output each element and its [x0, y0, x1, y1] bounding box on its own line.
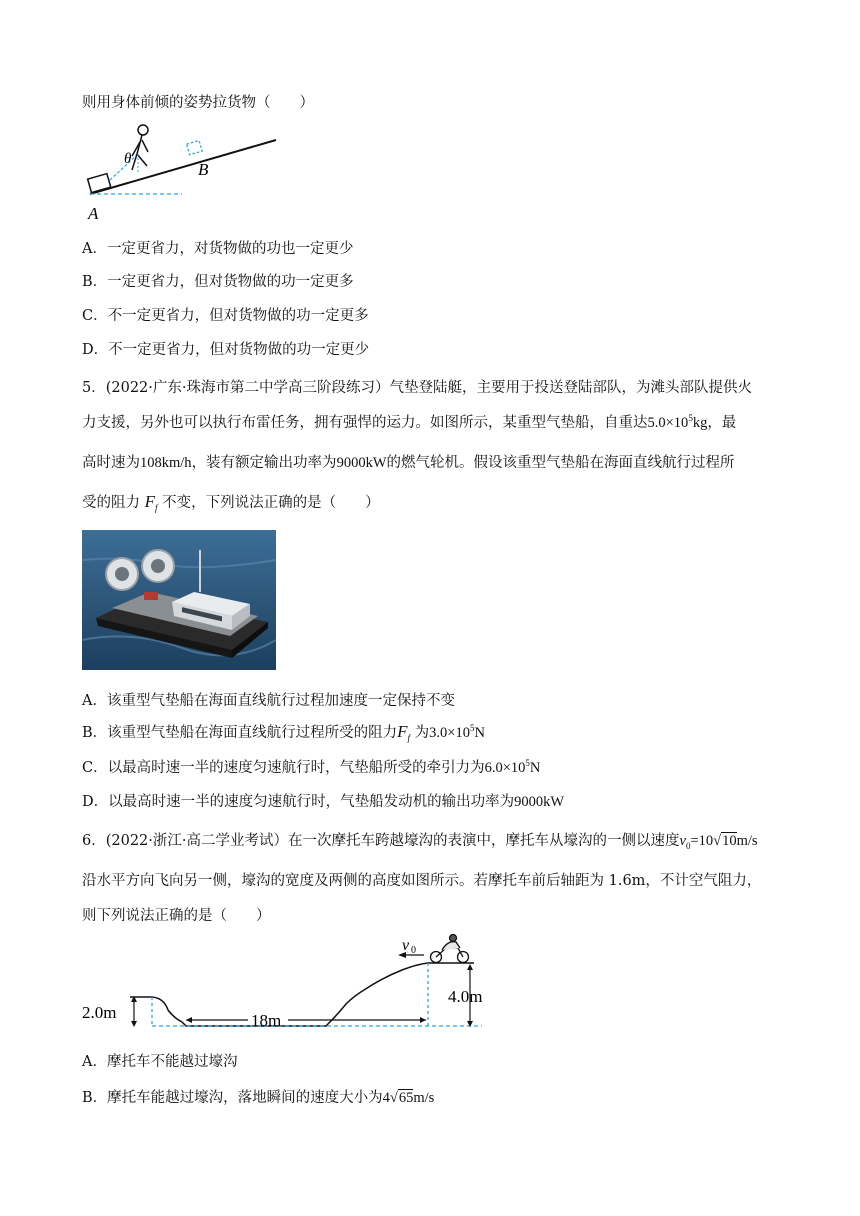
- person-pulling-icon: [132, 125, 148, 170]
- velocity-label: v: [402, 937, 410, 954]
- drag-force-value: $3.0\times 10^5N$: [429, 723, 485, 741]
- label-a: A: [88, 204, 99, 222]
- ground-profile: [130, 963, 474, 1026]
- q4-option-a: A．一定更省力，对货物做的功也一定更少: [82, 241, 354, 257]
- q6-stem-line-2: 沿水平方向飞向另一侧，壕沟的宽度及两侧的高度如图所示。若摩托车前后轴距为 1.6m，不计空气阻力，: [82, 873, 762, 889]
- q5-stem-line-4: 受的阻力 $F_f$ 不变，下列说法正确的是（ ）: [82, 492, 380, 513]
- trench-figure: [82, 930, 512, 1032]
- incline-line: [90, 140, 276, 194]
- motorbike-icon: [431, 935, 469, 963]
- q5-stem-line-2: 力支援，另外也可以执行布雷任务，拥有强悍的运力。如图所示，某重型气垫船，自重达$5.0\times 10^5kg$，最: [82, 413, 737, 431]
- label-b: B: [198, 160, 209, 179]
- q5-option-c: C．以最高时速一半的速度匀速航行时，气垫船所受的牵引力为$6.0\times 10^5N$: [82, 758, 541, 776]
- q5-option-b: B．该重型气垫船在海面直线航行过程所受的阻力$F_f$ 为$3.0\times 10^5N$: [82, 722, 485, 743]
- left-height-label: 2.0m: [82, 1003, 117, 1022]
- q6-stem-line-1: 6．(2022·浙江·高二学业考试）在一次摩托车跨越壕沟的表演中，摩托车从壕沟的一侧以速度$v_0=10√10m/s$: [82, 833, 758, 851]
- q6-option-b: B．摩托车能越过壕沟，落地瞬间的速度大小为4√65m/s: [82, 1090, 435, 1106]
- question-4-stem-tail: 则用身体前倾的姿势拉货物（ ）: [82, 95, 314, 111]
- theta-label: θ: [124, 151, 132, 167]
- right-height-label: 4.0m: [448, 987, 483, 1006]
- hovercraft-photo: [82, 530, 276, 670]
- q6-option-a: A．摩托车不能越过壕沟: [82, 1054, 238, 1070]
- q5-option-d: D．以最高时速一半的速度匀速航行时，气垫船发动机的输出功率为9000kW: [82, 794, 565, 810]
- q4-option-b: B．一定更省力，但对货物做的功一定更多: [82, 274, 354, 290]
- q6-stem-line-3: 则下列说法正确的是（ ）: [82, 908, 271, 924]
- traction-value: $6.0\times 10^5N$: [484, 758, 541, 776]
- incline-figure: [82, 118, 282, 222]
- svg-text:0: 0: [411, 945, 416, 956]
- q4-option-d: D．不一定更省力，但对货物做的功一定更少: [82, 342, 370, 358]
- mass-value: $5.0\times 10^5kg$: [647, 413, 708, 431]
- width-label: 18m: [251, 1011, 282, 1030]
- q5-option-a: A．该重型气垫船在海面直线航行过程加速度一定保持不变: [82, 693, 455, 709]
- q4-option-c: C．不一定更省力，但对货物做的功一定更多: [82, 308, 369, 324]
- q5-stem-line-3: 高时速为108km/h，装有额定输出功率为9000kW的燃气轮机。假设该重型气垫船在海面直线航行过程所: [82, 455, 735, 471]
- q5-stem-line-1: 5．(2022·广东·珠海市第二中学高三阶段练习）气垫登陆艇，主要用于投送登陆部队，为滩头部队提供火: [82, 380, 752, 396]
- position-b-box-icon: [187, 141, 203, 155]
